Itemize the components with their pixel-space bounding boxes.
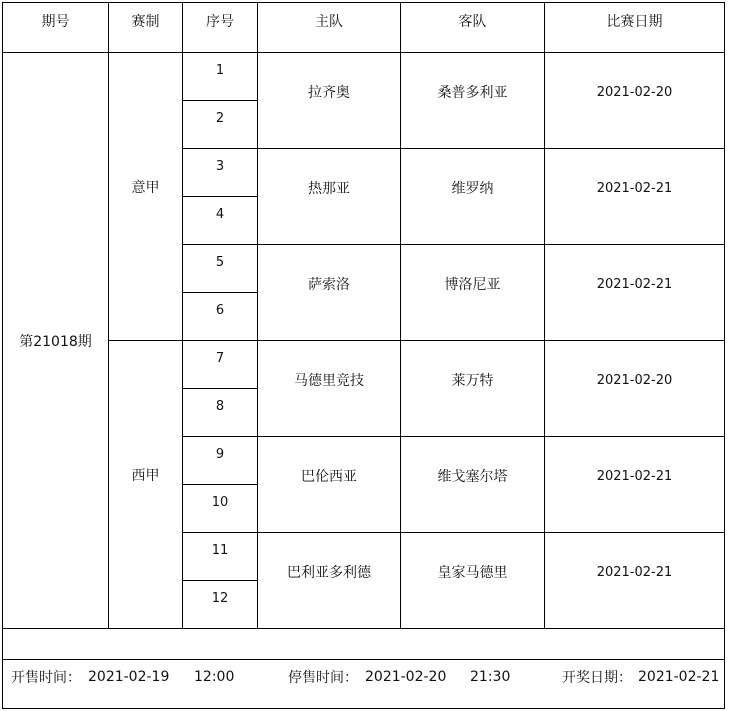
sale-stop-label: 停售时间： [288, 670, 358, 686]
home-team: 马德里竞技 [294, 373, 364, 389]
header-home-team: 主队 [315, 14, 343, 30]
draw-date: 2021-02-21 [638, 669, 720, 685]
issue-number: 第21018期 [19, 333, 92, 350]
home-team: 拉齐奥 [308, 85, 350, 101]
home-team: 巴伦西亚 [301, 469, 357, 485]
match-date: 2021-02-21 [596, 180, 673, 196]
home-team: 萨索洛 [308, 277, 350, 293]
away-team: 维戈塞尔塔 [437, 469, 508, 485]
match-date: 2021-02-20 [596, 372, 673, 388]
away-team: 莱万特 [451, 373, 494, 389]
sale-start-label: 开售时间： [11, 670, 81, 686]
match-number: 10 [211, 494, 229, 510]
draw-date-label: 开奖日期： [562, 670, 632, 686]
league-serie-a: 意甲 [131, 179, 160, 196]
match-date: 2021-02-20 [596, 84, 673, 100]
league-la-liga: 西甲 [131, 467, 160, 484]
header-league: 赛制 [131, 14, 160, 30]
match-number: 2 [215, 110, 225, 126]
border-right [724, 2, 725, 709]
match-number: 1 [215, 62, 225, 78]
away-team: 博洛尼亚 [444, 277, 501, 293]
header-number: 序号 [206, 14, 234, 30]
footer-divider [2, 659, 725, 660]
match-number: 7 [215, 350, 225, 366]
match-date: 2021-02-21 [596, 564, 673, 580]
match-number: 6 [215, 302, 225, 318]
header-issue: 期号 [41, 14, 70, 30]
home-team: 巴利亚多利德 [287, 565, 371, 581]
sale-stop-date: 2021-02-20 [365, 669, 447, 685]
away-team: 皇家马德里 [437, 565, 508, 581]
away-team: 维罗纳 [451, 181, 494, 197]
table-bottom [2, 628, 725, 629]
match-number: 3 [215, 158, 225, 174]
match-number: 9 [215, 446, 225, 462]
match-date: 2021-02-21 [596, 468, 673, 484]
border-bottom [2, 708, 725, 709]
header-away-team: 客队 [458, 14, 487, 30]
sale-stop-time: 21:30 [470, 669, 511, 685]
match-number: 8 [215, 398, 225, 414]
match-number: 11 [211, 542, 229, 558]
home-team: 热那亚 [308, 181, 350, 197]
match-number: 5 [215, 254, 225, 270]
header-match-date: 比赛日期 [606, 14, 663, 30]
away-team: 桑普多利亚 [437, 85, 508, 101]
sale-start-time: 12:00 [194, 669, 235, 685]
match-date: 2021-02-21 [596, 276, 673, 292]
sale-start-date: 2021-02-19 [88, 669, 170, 685]
match-number: 4 [215, 206, 225, 222]
match-number: 12 [211, 590, 229, 606]
